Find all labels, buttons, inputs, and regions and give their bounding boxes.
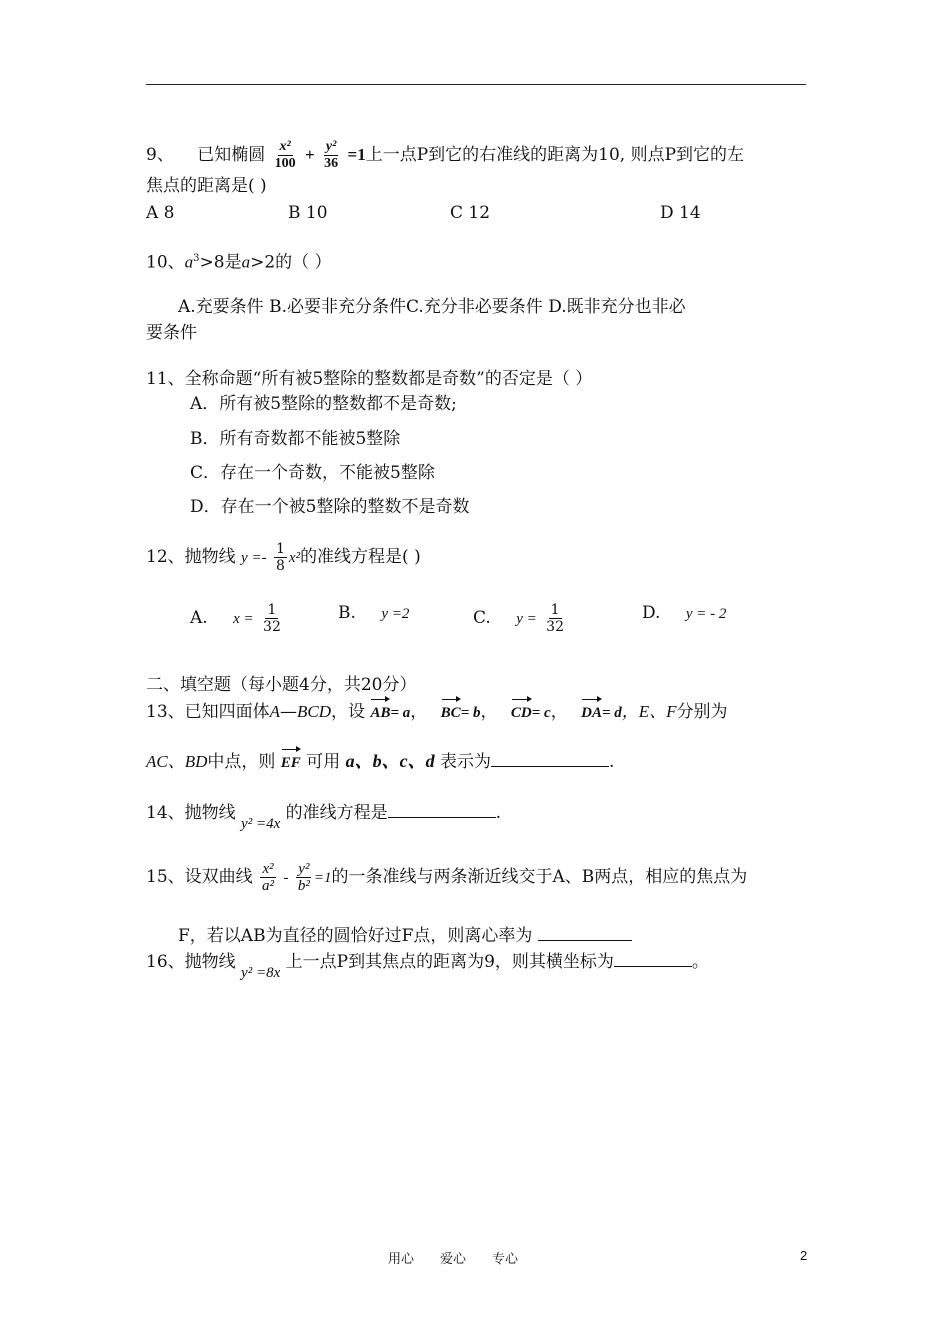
q9-option-a: A 8 (146, 203, 175, 223)
q11-option-d: D．存在一个被5整除的整数不是奇数 (190, 497, 470, 517)
q9-stem-rest: 上一点P到它的右准线的距离为10, 则点P到它的左 (365, 145, 745, 165)
question-13-line2: AC、BD中点，则 EF 可用 a、b、c、d 表示为 . (146, 748, 614, 774)
question-11: 11、全称命题“所有被5整除的整数都是奇数”的否定是（ ） (146, 369, 593, 389)
q9-fraction-y: $\frac{\text{y²}}{36}$ (324, 139, 339, 171)
q13-answer-blank (491, 752, 609, 767)
header-rule (146, 84, 806, 85)
vector-ab: AB (370, 698, 390, 724)
q12-fraction: $\frac{1}{8}$ (275, 541, 285, 574)
question-9: 9、 已知椭圆 $\frac{\text{x²}}{100}$ + $\frac{\text{y²}}{36}$ =1上一点P到它的右准线的距离为10, 则点P到它的左 (146, 139, 745, 171)
question-10: 10、$a^3>8$是a>2的（ ） (146, 252, 332, 273)
q16-answer-blank (614, 952, 692, 967)
question-13: 13、已知四面体A—BCD，设 AB= a， BC= b， CD= c， DA= d，E、F分别为 (146, 698, 728, 724)
q9-stem-line2: 焦点的距离是( ) (146, 176, 267, 196)
question-15: 15、设双曲线 $\frac{\text{x²}}{\text{a²}}$ - $\frac{\text{y²}}{\text{b²}}$ =1的一条准线与两条渐近线交于A、B两点，相应的焦点为 (146, 861, 748, 894)
q10-options-line2: 要条件 (146, 323, 197, 343)
q10-options: A.充要条件 B.必要非充分条件C.充分非必要条件 D.既非充分也非必 (178, 297, 686, 317)
question-12: 12、抛物线 y =- $\frac{1}{8}$ x²的准线方程是( ) (146, 541, 421, 574)
q11-option-a: A．所有被5整除的整数都不是奇数; (190, 394, 457, 414)
vectors-abcd: a、b、c、d (345, 751, 435, 771)
q9-option-c: C 12 (450, 203, 491, 223)
q9-number: 9、 (146, 145, 174, 165)
q14-answer-blank (388, 803, 496, 818)
vector-cd: CD (511, 698, 532, 724)
q12-option-d: D. y = - 2 (642, 603, 727, 623)
q15-answer-blank (538, 926, 632, 941)
q11-option-b: B．所有奇数都不能被5整除 (190, 429, 401, 449)
vector-ef: EF (281, 748, 301, 774)
question-16: 16、抛物线 y² =8x 上一点P到其焦点的距离为9，则其横坐标为 。 (146, 952, 709, 981)
q12-option-a: A. x = $\frac{1}{32}$ (190, 602, 281, 635)
q9-option-d: D 14 (660, 203, 701, 223)
q15-fraction-x: $\frac{\text{x²}}{\text{a²}}$ (262, 861, 275, 894)
vector-bc: BC (441, 698, 461, 724)
q9-stem: 已知椭圆 (197, 145, 266, 165)
section-title-fill-in: 二、填空题（每小题4分，共20分） (146, 675, 417, 695)
q9-fraction-x: $\frac{\text{x²}}{100}$ (274, 139, 296, 171)
question-15-line2: F，若以AB为直径的圆恰好过F点，则离心率为 (178, 925, 632, 947)
page-number: 2 (800, 1248, 808, 1263)
q11-option-c: C．存在一个奇数，不能被5整除 (190, 463, 435, 483)
q12-option-c: C. y = $\frac{1}{32}$ (473, 602, 564, 635)
q9-option-b: B 10 (288, 203, 328, 223)
q12-option-b: B. y =2 (338, 603, 410, 623)
footer-motto: 用心 爱心 专心 (388, 1252, 519, 1267)
question-14: 14、抛物线 y² =4x 的准线方程是 . (146, 803, 502, 832)
q15-fraction-y: $\frac{\text{y²}}{\text{b²}}$ (297, 861, 310, 894)
vector-da: DA (581, 698, 602, 724)
